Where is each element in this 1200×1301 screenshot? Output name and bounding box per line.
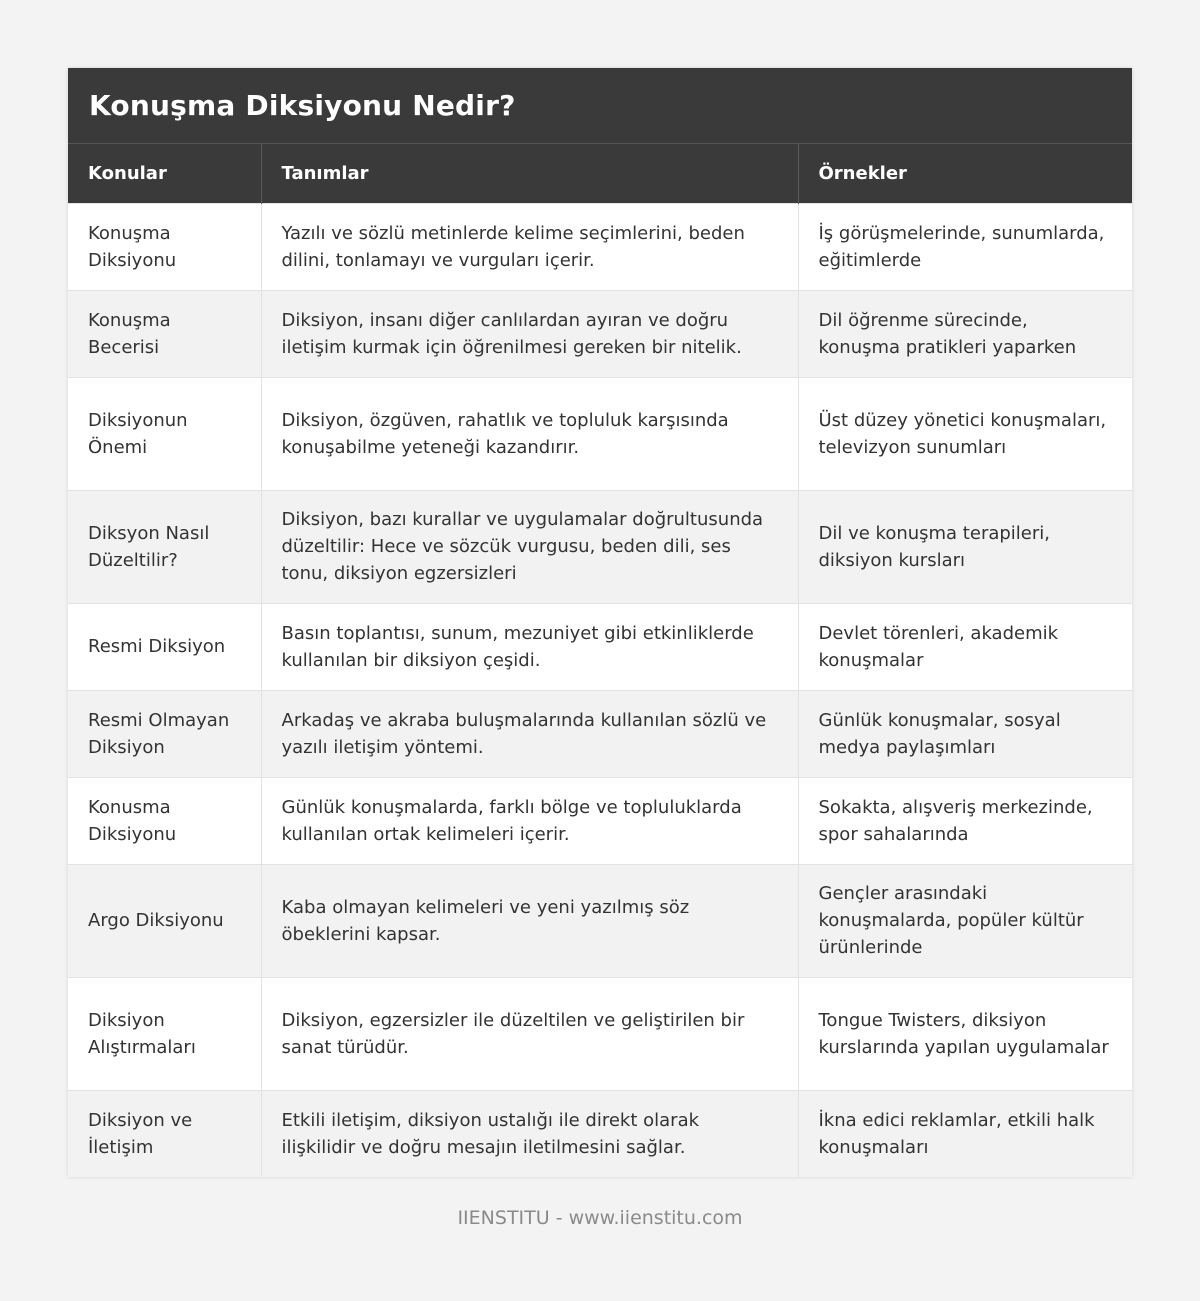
topic-cell: Konuşma Diksiyonu — [68, 203, 261, 290]
table-card — [68, 68, 1132, 1177]
topic-cell: Diksyon Nasıl Düzeltilir? — [68, 490, 261, 603]
example-cell: İş görüşmelerinde, sunumlarda, eğitimlerde — [798, 203, 1132, 290]
topic-cell: Diksiyon Alıştırmaları — [68, 977, 261, 1090]
definition-cell: Yazılı ve sözlü metinlerde kelime seçimlerini, beden dilini, tonlamayı ve vurguları içerir. — [261, 203, 798, 290]
example-cell: İkna edici reklamlar, etkili halk konuşmaları — [798, 1090, 1132, 1177]
table-row — [68, 777, 1132, 864]
table-row — [68, 290, 1132, 377]
definition-cell: Diksiyon, bazı kurallar ve uygulamalar doğrultusunda düzeltilir: Hece ve sözcük vurgusu, beden dili, ses tonu, diksiyon egzersizleri — [261, 490, 798, 603]
definition-cell: Kaba olmayan kelimeleri ve yeni yazılmış söz öbeklerini kapsar. — [261, 864, 798, 977]
example-cell: Üst düzey yönetici konuşmaları, televizyon sunumları — [798, 377, 1132, 490]
definition-cell: Günlük konuşmalarda, farklı bölge ve topluluklarda kullanılan ortak kelimeleri içerir. — [261, 777, 798, 864]
example-cell: Devlet törenleri, akademik konuşmalar — [798, 603, 1132, 690]
definition-cell: Diksiyon, özgüven, rahatlık ve topluluk karşısında konuşabilme yeteneği kazandırır. — [261, 377, 798, 490]
topic-cell: Argo Diksiyonu — [68, 864, 261, 977]
definition-cell: Diksiyon, egzersizler ile düzeltilen ve geliştirilen bir sanat türüdür. — [261, 977, 798, 1090]
topic-cell: Resmi Diksiyon — [68, 603, 261, 690]
diction-table — [68, 144, 1132, 1177]
column-header-konular: Konular — [68, 144, 261, 203]
topic-cell: Konusma Diksiyonu — [68, 777, 261, 864]
example-cell: Dil öğrenme sürecinde, konuşma pratikleri yaparken — [798, 290, 1132, 377]
title-bar — [68, 68, 1132, 144]
topic-cell: Resmi Olmayan Diksiyon — [68, 690, 261, 777]
topic-cell: Konuşma Becerisi — [68, 290, 261, 377]
column-header-tanimlar: Tanımlar — [261, 144, 798, 203]
table-row — [68, 977, 1132, 1090]
topic-cell: Diksiyonun Önemi — [68, 377, 261, 490]
table-row — [68, 864, 1132, 977]
definition-cell: Etkili iletişim, diksiyon ustalığı ile direkt olarak ilişkilidir ve doğru mesajın iletilmesini sağlar. — [261, 1090, 798, 1177]
table-row — [68, 690, 1132, 777]
definition-cell: Diksiyon, insanı diğer canlılardan ayıran ve doğru iletişim kurmak için öğrenilmesi gereken bir nitelik. — [261, 290, 798, 377]
table-header-row — [68, 144, 1132, 203]
example-cell: Dil ve konuşma terapileri, diksiyon kursları — [798, 490, 1132, 603]
column-header-ornekler: Örnekler — [798, 144, 1132, 203]
topic-cell: Diksiyon ve İletişim — [68, 1090, 261, 1177]
table-row — [68, 377, 1132, 490]
table-row — [68, 490, 1132, 603]
definition-cell: Basın toplantısı, sunum, mezuniyet gibi etkinliklerde kullanılan bir diksiyon çeşidi. — [261, 603, 798, 690]
example-cell: Tongue Twisters, diksiyon kurslarında yapılan uygulamalar — [798, 977, 1132, 1090]
table-row — [68, 1090, 1132, 1177]
table-row — [68, 203, 1132, 290]
page-title: Konuşma Diksiyonu Nedir? — [89, 89, 516, 122]
example-cell: Günlük konuşmalar, sosyal medya paylaşımları — [798, 690, 1132, 777]
example-cell: Gençler arasındaki konuşmalarda, popüler kültür ürünlerinde — [798, 864, 1132, 977]
footer-credit: IIENSTITU - www.iienstitu.com — [457, 1207, 743, 1229]
example-cell: Sokakta, alışveriş merkezinde, spor sahalarında — [798, 777, 1132, 864]
definition-cell: Arkadaş ve akraba buluşmalarında kullanılan sözlü ve yazılı iletişim yöntemi. — [261, 690, 798, 777]
table-row — [68, 603, 1132, 690]
